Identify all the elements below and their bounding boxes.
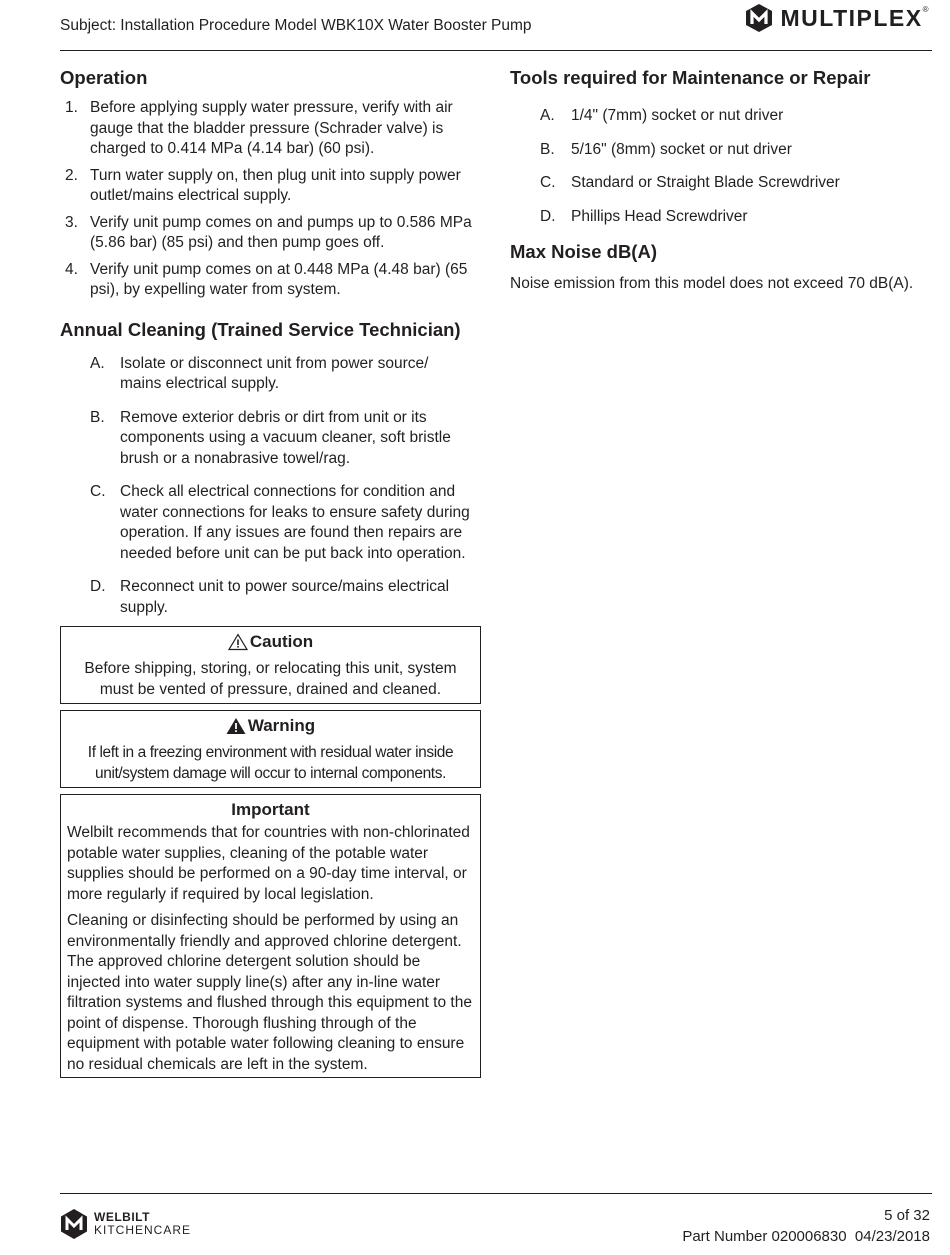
welbilt-logo-icon — [60, 1208, 88, 1240]
noise-text: Noise emission from this model does not exceed 70 dB(A). — [510, 275, 914, 292]
page-number: 5 of 32 — [884, 1207, 930, 1224]
document-subject: Subject: Installation Procedure Model WBK10X Water Booster Pump — [60, 17, 532, 34]
list-item: A. Isolate or disconnect unit from power source/ mains electrical supply. — [90, 354, 429, 392]
left-column — [60, 66, 481, 1078]
cleaning-heading: Annual Cleaning (Trained Service Technician) — [60, 318, 461, 340]
important-title: Important — [231, 800, 310, 819]
multiplex-logo — [744, 3, 930, 33]
cleaning-steps — [60, 354, 481, 619]
list-item: 1. Before applying supply water pressure, verify with air gauge that the bladder pressure (Schrader valve) is charged to 0.414 MPa (4.14 bar) (60 psi). — [65, 99, 453, 157]
important-body — [61, 823, 480, 1075]
list-item: 3. Verify unit pump comes on and pumps up to 0.586 MPa (5.86 bar) (85 psi) and then pump goes off. — [65, 213, 472, 251]
caution-title: Caution — [61, 631, 480, 653]
operation-heading: Operation — [60, 67, 148, 88]
caution-text: Before shipping, storing, or relocating this unit, system must be vented of pressure, drained and cleaned. — [84, 660, 457, 698]
brand-name: MULTIPLEX® — [780, 4, 930, 31]
list-item: 2. Turn water supply on, then plug unit into supply power outlet/mains electrical supply. — [65, 166, 461, 204]
part-number: Part Number 020006830 04/23/2018 — [682, 1228, 930, 1245]
multiplex-logo-icon — [744, 3, 774, 33]
list-item: B. 5/16" (8mm) socket or nut driver — [540, 140, 792, 158]
tools-list — [510, 106, 935, 227]
warning-text: If left in a freezing environment with residual water inside unit/system damage will occur to internal components. — [87, 744, 454, 782]
important-paragraph: Cleaning or disinfecting should be performed by using an environmentally friendly and approved chlorine detergent. The approved chlorine detergent solution should be injected into water supply line(s) after any in-line water filtration systems and flushed through this equipment to the point of dispense. Thorough flushing through of the equipment with potable water following cleaning to ensure no residual chemicals are left in the system. — [67, 912, 472, 1073]
warning-title: Warning — [61, 715, 480, 737]
list-item: B. Remove exterior debris or dirt from unit or its components using a vacuum cleaner, soft bristle brush or a nonabrasive towel/rag. — [90, 408, 451, 467]
welbilt-wordmark: WELBILT KITCHENCARE — [94, 1210, 192, 1237]
tools-heading: Tools required for Maintenance or Repair — [510, 67, 871, 88]
page-header — [60, 0, 932, 51]
noise-heading: Max Noise dB(A) — [510, 241, 657, 262]
caution-triangle-outline-icon — [228, 633, 248, 651]
welbilt-kitchencare-logo — [60, 1208, 191, 1240]
right-column — [510, 66, 935, 295]
important-box — [60, 794, 481, 1078]
important-paragraph: Welbilt recommends that for countries with non-chlorinated potable water supplies, cleaning of the potable water supplies should be performed on a 90-day time interval, or more regularly if required by local legislation. — [67, 824, 470, 903]
caution-box — [60, 626, 481, 704]
list-item: D. Phillips Head Screwdriver — [540, 207, 748, 225]
list-item: C. Standard or Straight Blade Screwdriver — [540, 174, 840, 191]
warning-box — [60, 710, 481, 788]
list-item: A. 1/4" (7mm) socket or nut driver — [540, 107, 784, 124]
list-item: D. Reconnect unit to power source/mains electrical supply. — [90, 578, 450, 616]
warning-triangle-filled-icon — [226, 717, 246, 735]
list-item: 4. Verify unit pump comes on at 0.448 MPa (4.48 bar) (65 psi), by expelling water from system. — [65, 260, 468, 298]
page-footer — [60, 1193, 932, 1255]
list-item: C. Check all electrical connections for condition and water connections for leaks to ensure safety during operation. If any issues are found then repairs are needed before unit can be put back into operation. — [90, 483, 470, 562]
operation-steps — [60, 98, 481, 301]
